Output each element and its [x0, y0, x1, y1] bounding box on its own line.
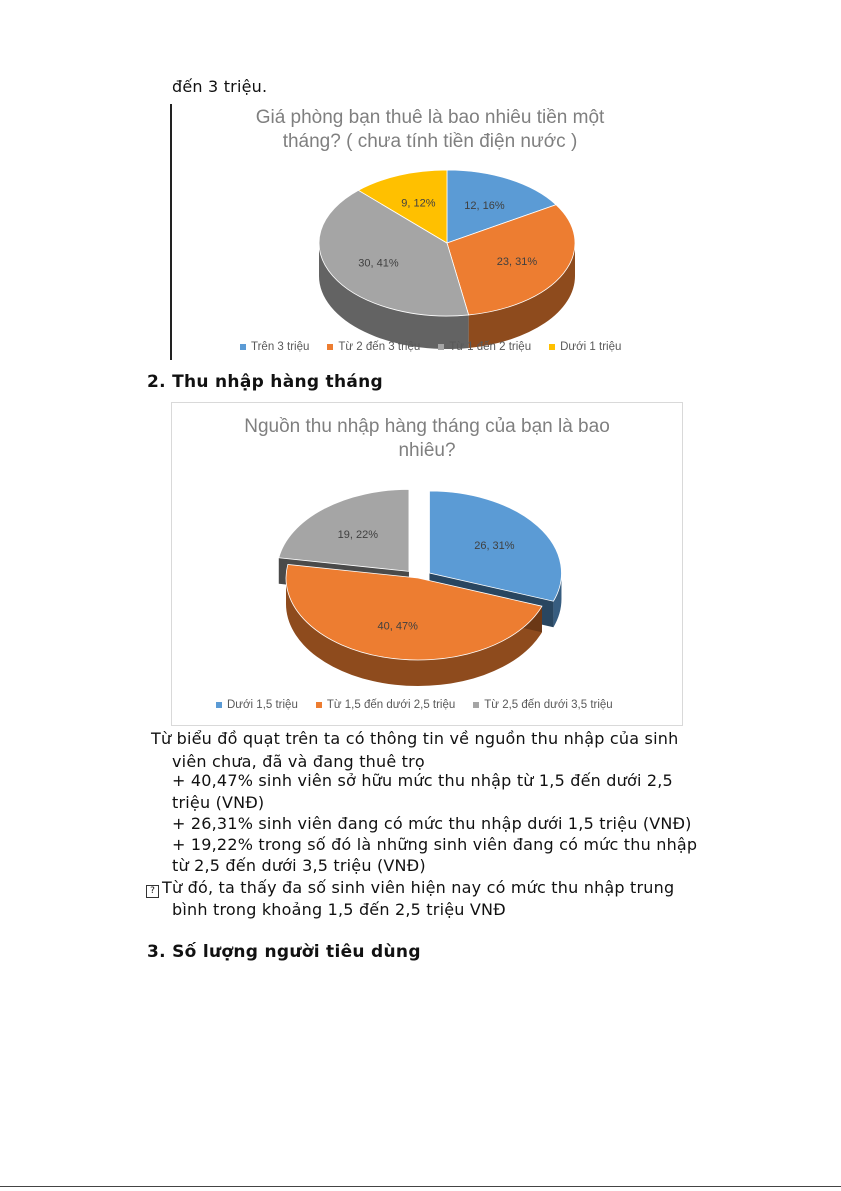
legend-label: Dưới 1 triệu — [560, 341, 622, 353]
legend-swatch — [327, 344, 333, 350]
legend-swatch — [438, 344, 444, 350]
paragraph-line: Từ biểu đồ quạt trên ta có thông tin về nguồn thu nhập của sinh — [151, 729, 679, 748]
section-heading: 2. Thu nhập hàng tháng — [147, 372, 384, 392]
paragraph-line: Từ đó, ta thấy đa số sinh viên hiện nay có mức thu nhập trung — [162, 878, 675, 897]
legend-swatch — [316, 702, 322, 708]
data-label: 12, 16% — [464, 199, 505, 212]
legend-item — [240, 341, 309, 353]
data-label: 19, 22% — [337, 528, 378, 541]
paragraph-line: + 26,31% sinh viên đang có mức thu nhập dưới 1,5 triệu (VNĐ) — [172, 814, 692, 833]
intro-line: đến 3 triệu. — [172, 77, 268, 96]
chart-title-line-1: Nguồn thu nhập hàng tháng của bạn là bao — [244, 416, 610, 437]
rent-price-chart — [170, 100, 680, 362]
chart-title-line-1: Giá phòng bạn thuê là bao nhiêu tiền một — [255, 107, 605, 128]
legend-swatch — [549, 344, 555, 350]
legend-swatch — [240, 344, 246, 350]
legend-label: Dưới 1,5 triệu — [227, 699, 298, 711]
legend-label: Từ 1,5 đến dưới 2,5 triệu — [326, 699, 456, 711]
paragraph-line: viên chưa, đã và đang thuê trọ — [172, 752, 425, 771]
legend-item — [473, 699, 612, 711]
paragraph-line: + 40,47% sinh viên sở hữu mức thu nhập từ 1,5 đến dưới 2,5 — [172, 771, 673, 790]
data-label: 26, 31% — [474, 539, 515, 552]
legend-item — [327, 341, 420, 353]
legend-item — [438, 341, 531, 353]
paragraph-line: + 19,22% trong số đó là những sinh viên đang có mức thu nhập — [172, 835, 698, 854]
legend-label: Từ 2,5 đến dưới 3,5 triệu — [484, 699, 613, 711]
pie-chart-1 — [170, 100, 680, 362]
data-label: 23, 31% — [496, 256, 538, 269]
legend-swatch — [473, 702, 479, 708]
paragraph-line: từ 2,5 đến dưới 3,5 triệu (VNĐ) — [172, 856, 426, 875]
legend-label: Từ 1 đến 2 triệu — [449, 341, 532, 353]
income-chart — [171, 402, 683, 726]
chart-legend — [240, 341, 639, 353]
chart-title-line-2: tháng? ( chưa tính tiền điện nước ) — [282, 131, 578, 152]
data-label: 9, 12% — [401, 197, 436, 210]
legend-item — [216, 699, 298, 711]
missing-glyph-icon: ? — [146, 885, 159, 898]
paragraph-line: bình trong khoảng 1,5 đến 2,5 triệu VNĐ — [172, 900, 506, 919]
data-label: 30, 41% — [358, 257, 399, 270]
chart-legend — [216, 699, 631, 711]
data-label: 40, 47% — [377, 620, 418, 633]
paragraph-line: triệu (VNĐ) — [172, 793, 265, 812]
legend-item — [316, 699, 455, 711]
legend-item — [549, 341, 621, 353]
legend-label: Trên 3 triệu — [251, 341, 310, 353]
legend-swatch — [216, 702, 222, 708]
chart-title-line-2: nhiêu? — [398, 440, 456, 461]
section-heading: 3. Số lượng người tiêu dùng — [147, 942, 421, 962]
pie-chart-2 — [172, 403, 682, 725]
legend-label: Từ 2 đến 3 triệu — [338, 341, 421, 353]
page-bottom-rule — [0, 1186, 841, 1187]
